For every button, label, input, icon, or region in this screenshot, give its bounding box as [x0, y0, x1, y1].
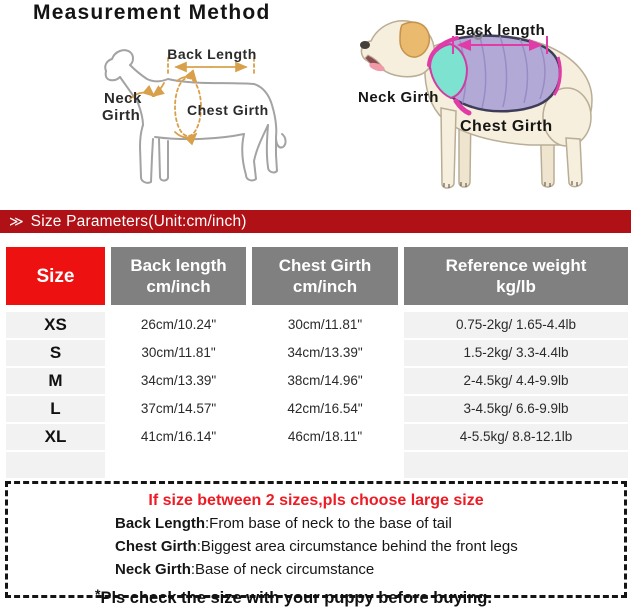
- header-back-length-line1: Back length: [130, 256, 227, 275]
- measurement-arrows: [130, 58, 254, 138]
- header-reference-weight-line2: kg/lb: [496, 277, 536, 296]
- back-length-label: Back length: [454, 22, 546, 39]
- note-chest-girth: [8, 535, 624, 558]
- asterisk: *: [95, 586, 101, 602]
- header-chest-girth-line2: cm/inch: [292, 277, 358, 296]
- back-length-label: Back Length: [167, 46, 257, 62]
- chest-girth-label: Chest Girth: [187, 102, 269, 118]
- header-back-length-line2: cm/inch: [146, 277, 211, 296]
- empty-row-back: [111, 452, 246, 478]
- header-size: Size: [6, 247, 105, 305]
- header-chest-girth: [252, 247, 398, 305]
- empty-row-weight: [404, 452, 628, 478]
- row-s-weight: 1.5-2kg/ 3.3-4.4lb: [404, 340, 628, 366]
- row-xl-chest: 46cm/18.11": [252, 424, 398, 450]
- note-neck-girth: [8, 558, 624, 581]
- row-xs-size: XS: [6, 312, 105, 338]
- note-back-length-desc: :From base of neck to the base of tail: [205, 515, 452, 532]
- empty-row-size: [6, 452, 105, 478]
- banner-text: Size Parameters(Unit:cm/inch): [30, 212, 247, 230]
- note-chest-girth-term: Chest Girth: [115, 538, 197, 555]
- neck-girth-label: Neck Girth: [358, 89, 439, 106]
- size-table: [6, 247, 628, 478]
- double-chevron-icon: ≫: [9, 213, 23, 229]
- neck-girth-label-line2: Girth: [102, 107, 141, 124]
- row-xl-back: 41cm/16.14": [111, 424, 246, 450]
- row-m-back: 34cm/13.39": [111, 368, 246, 394]
- notes-headline: If size between 2 sizes,pls choose large size: [148, 492, 484, 509]
- note-back-length: [8, 512, 624, 535]
- measurement-diagram-vest: [330, 5, 630, 195]
- note-back-length-term: Back Length: [115, 515, 206, 532]
- neck-girth-label-line1: Neck: [104, 90, 142, 107]
- row-l-chest: 42cm/16.54": [252, 396, 398, 422]
- row-m-chest: 38cm/14.96": [252, 368, 398, 394]
- note-neck-girth-desc: :Base of neck circumstance: [190, 561, 375, 578]
- header-chest-girth-line1: Chest Girth: [278, 256, 372, 275]
- row-m-weight: 2-4.5kg/ 4.4-9.9lb: [404, 368, 628, 394]
- row-xs-weight: 0.75-2kg/ 1.65-4.4lb: [404, 312, 628, 338]
- notes-box: [5, 481, 627, 607]
- row-xl-size: XL: [6, 424, 105, 450]
- header-reference-weight: [404, 247, 628, 305]
- row-xs-back: 26cm/10.24": [111, 312, 246, 338]
- empty-row-chest: [252, 452, 398, 478]
- row-l-weight: 3-4.5kg/ 6.6-9.9lb: [404, 396, 628, 422]
- header-reference-weight-line1: Reference weight: [445, 256, 587, 275]
- measurement-diagram-sketch: [60, 35, 300, 200]
- notes-footer: [8, 581, 624, 611]
- row-l-back: 37cm/14.57": [111, 396, 246, 422]
- notes-footer-text: Pls check the size with your puppy before buying.: [100, 589, 492, 607]
- note-neck-girth-term: Neck Girth: [115, 561, 191, 578]
- chest-girth-label: Chest Girth: [460, 118, 553, 135]
- row-xl-weight: 4-5.5kg/ 8.8-12.1lb: [404, 424, 628, 450]
- row-xs-chest: 30cm/11.81": [252, 312, 398, 338]
- row-s-back: 30cm/11.81": [111, 340, 246, 366]
- size-parameters-banner: [0, 210, 631, 233]
- page-title: Measurement Method: [33, 1, 271, 24]
- row-s-size: S: [6, 340, 105, 366]
- row-s-chest: 34cm/13.39": [252, 340, 398, 366]
- row-l-size: L: [6, 396, 105, 422]
- header-back-length: [111, 247, 246, 305]
- row-m-size: M: [6, 368, 105, 394]
- note-chest-girth-desc: :Biggest area circumstance behind the front legs: [196, 538, 518, 555]
